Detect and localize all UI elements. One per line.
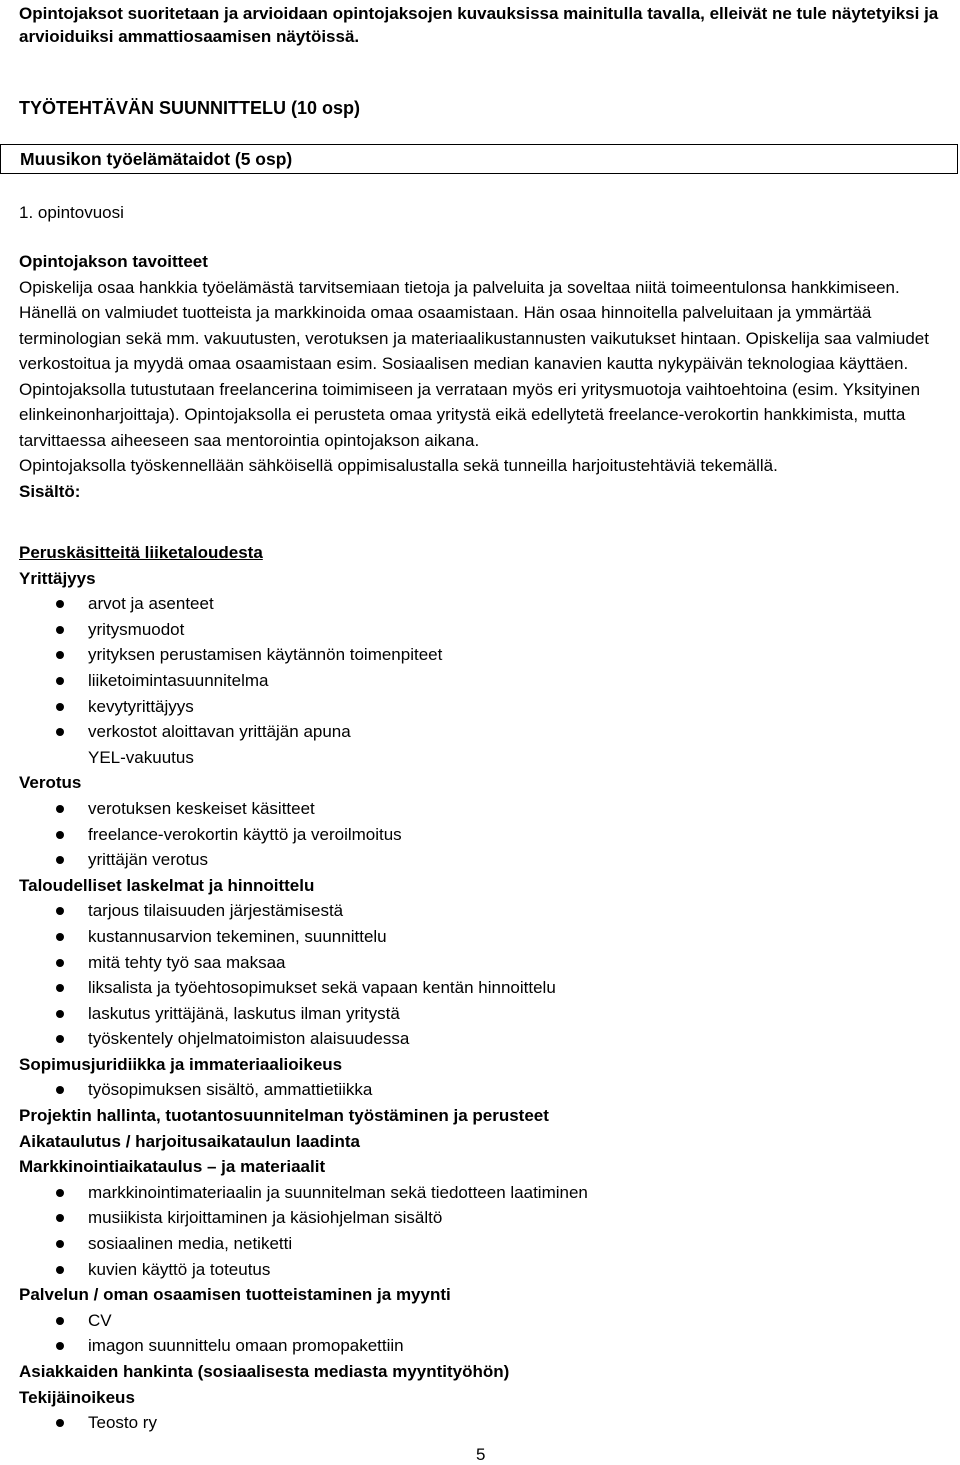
list-item-text: imagon suunnittelu omaan promopakettiin (88, 1336, 404, 1356)
bullet-icon (56, 984, 64, 992)
list-item (19, 1205, 954, 1231)
content-heading: Markkinointiaikataulus – ja materiaalit (19, 1157, 326, 1177)
list-item-text: liksalista ja työehtosopimukset sekä vapaan kentän hinnoittelu (88, 978, 556, 998)
list-item-text: freelance-verokortin käyttö ja veroilmoitus (88, 824, 402, 844)
list-item (19, 1001, 954, 1027)
bullet-list (19, 1308, 954, 1359)
list-item (19, 591, 954, 617)
content-list (19, 540, 954, 1436)
goals-paragraph: Opintojaksolla tutustutaan freelancerina toimimiseen ja verrataan myös eri yritysmuotoja vaihtoehtoina (esim. Yksityinen elinkeinonharjoittaja). Opintojaksolla ei perusteta omaa yritystä eikä edellytetä freelance-verokortin hankkimista, mutta tarvittaessa aiheeseen saa mentorointia opintojakson aikana. (19, 379, 921, 450)
list-item (19, 719, 954, 745)
list-item-text: markkinointimateriaalin ja suunnitelman sekä tiedotteen laatiminen (88, 1182, 588, 1202)
bullet-list (19, 745, 954, 771)
list-item-text: tarjous tilaisuuden järjestämisestä (88, 901, 344, 921)
bullet-list (19, 1180, 954, 1282)
bullet-icon (56, 1035, 64, 1043)
bullet-list (19, 1410, 954, 1436)
content-heading: Taloudelliset laskelmat ja hinnoittelu (19, 875, 315, 895)
module-title-box (0, 144, 958, 174)
study-year: 1. opintovuosi (19, 203, 124, 222)
list-item-text: yrittäjän verotus (88, 850, 208, 870)
bullet-icon (56, 651, 64, 659)
list-item-text: verkostot aloittavan yrittäjän apuna (88, 722, 351, 742)
list-item (19, 1180, 954, 1206)
list-item-text: yrityksen perustamisen käytännön toimenpiteet (88, 645, 443, 665)
bullet-icon (56, 1214, 64, 1222)
list-item (19, 1231, 954, 1257)
list-item (19, 950, 954, 976)
bullet-icon (56, 1317, 64, 1325)
list-item-text: verotuksen keskeiset käsitteet (88, 798, 315, 818)
section-title: TYÖTEHTÄVÄN SUUNNITTELU (10 osp) (19, 98, 361, 118)
bullet-icon (56, 600, 64, 608)
content-label: Sisältö: (19, 481, 81, 501)
list-item (19, 1257, 954, 1283)
content-heading: Aikataulutus / harjoitusaikataulun laadinta (19, 1131, 361, 1151)
list-item (19, 668, 954, 694)
bullet-icon (56, 907, 64, 915)
content-heading: Peruskäsitteitä liiketaloudesta (19, 543, 263, 562)
bullet-icon (56, 856, 64, 864)
bullet-icon (56, 728, 64, 736)
goals-section (19, 249, 954, 504)
list-item (19, 796, 954, 822)
list-item (19, 617, 954, 643)
bullet-icon (56, 831, 64, 839)
bullet-icon (56, 959, 64, 967)
content-heading: Sopimusjuridiikka ja immateriaalioikeus (19, 1054, 343, 1074)
bullet-icon (56, 1240, 64, 1248)
bullet-icon (56, 626, 64, 634)
list-item (19, 1308, 954, 1334)
bullet-icon (56, 805, 64, 813)
content-heading: Yrittäjyys (19, 568, 96, 588)
list-item (19, 822, 954, 848)
bullet-icon (56, 1086, 64, 1094)
list-item-text: laskutus yrittäjänä, laskutus ilman yritystä (88, 1003, 400, 1023)
goals-paragraph: Opintojaksolla työskennellään sähköisellä oppimisalustalla sekä tunneilla harjoitustehtäviä tekemällä. (19, 456, 778, 475)
list-item (19, 642, 954, 668)
bullet-list (19, 591, 954, 745)
list-item (19, 924, 954, 950)
list-item (19, 1333, 954, 1359)
intro-text: Opintojaksot suoritetaan ja arvioidaan opintojaksojen kuvauksissa mainitulla tavalla, elleivät ne tule näytetyiksi ja arvioiduiksi ammattiosaamisen näytöissä. (19, 4, 939, 46)
bullet-icon (56, 703, 64, 711)
list-item-text: musiikista kirjoittaminen ja käsiohjelman sisältö (88, 1208, 443, 1228)
content-heading: Asiakkaiden hankinta (sosiaalisesta mediasta myyntityöhön) (19, 1362, 510, 1381)
page-number: 5 (476, 1445, 486, 1464)
list-item (19, 1410, 954, 1436)
list-item-text: kevytyrittäjyys (88, 696, 194, 716)
list-item-text: Teosto ry (88, 1413, 157, 1433)
content-heading: Verotus (19, 773, 82, 793)
goals-paragraph: Opiskelija osaa hankkia työelämästä tarvitsemiaan tietoja ja palveluita ja soveltaa niitä toimeentulonsa hankkimiseen. Hänellä on valmiudet tuotteista ja markkinoida omaa osaamistaan. Hän osaa hinnoitella palveluitaan ja ymmärtää terminologian sekä mm. vakuutusten, verotuksen ja materiaalikustannusten vaikutukset hintaan. Opiskelija saa valmiudet verkostoitua ja myydä omaa osaamistaan esim. Sosiaalisen median kanavien kautta nykypäivän teknologiaa käyttäen. (19, 277, 929, 373)
bullet-list (19, 898, 954, 1052)
content-heading: Tekijäinoikeus (19, 1387, 135, 1407)
bullet-icon (56, 1189, 64, 1197)
list-item (19, 1026, 954, 1052)
list-item (19, 1077, 954, 1103)
list-item-text: CV (88, 1310, 112, 1330)
list-item-text: yritysmuodot (88, 619, 185, 639)
list-item-text: arvot ja asenteet (88, 594, 214, 614)
content-heading: Projektin hallinta, tuotantosuunnitelman työstäminen ja perusteet (19, 1106, 549, 1126)
list-item (19, 694, 954, 720)
bullet-icon (56, 677, 64, 685)
list-item-text: työsopimuksen sisältö, ammattietiikka (88, 1080, 373, 1100)
goals-heading: Opintojakson tavoitteet (19, 252, 208, 271)
list-item-text: kustannusarvion tekeminen, suunnittelu (88, 926, 387, 946)
list-item: YEL-vakuutus (88, 747, 194, 767)
list-item-text: liiketoimintasuunnitelma (88, 670, 269, 690)
bullet-icon (56, 1010, 64, 1018)
bullet-icon (56, 1342, 64, 1350)
bullet-list (19, 1077, 954, 1103)
module-title: Muusikon työelämätaidot (5 osp) (20, 149, 293, 169)
list-item (19, 898, 954, 924)
bullet-icon (56, 933, 64, 941)
list-item (19, 847, 954, 873)
bullet-list (19, 796, 954, 873)
list-item-text: työskentely ohjelmatoimiston alaisuudessa (88, 1029, 410, 1049)
list-item-text: mitä tehty työ saa maksaa (88, 952, 286, 972)
list-item-text: sosiaalinen media, netiketti (88, 1234, 293, 1254)
list-item (19, 975, 954, 1001)
bullet-icon (56, 1419, 64, 1427)
content-heading: Palvelun / oman osaamisen tuotteistaminen ja myynti (19, 1285, 451, 1305)
list-item-text: kuvien käyttö ja toteutus (88, 1259, 271, 1279)
bullet-icon (56, 1266, 64, 1274)
